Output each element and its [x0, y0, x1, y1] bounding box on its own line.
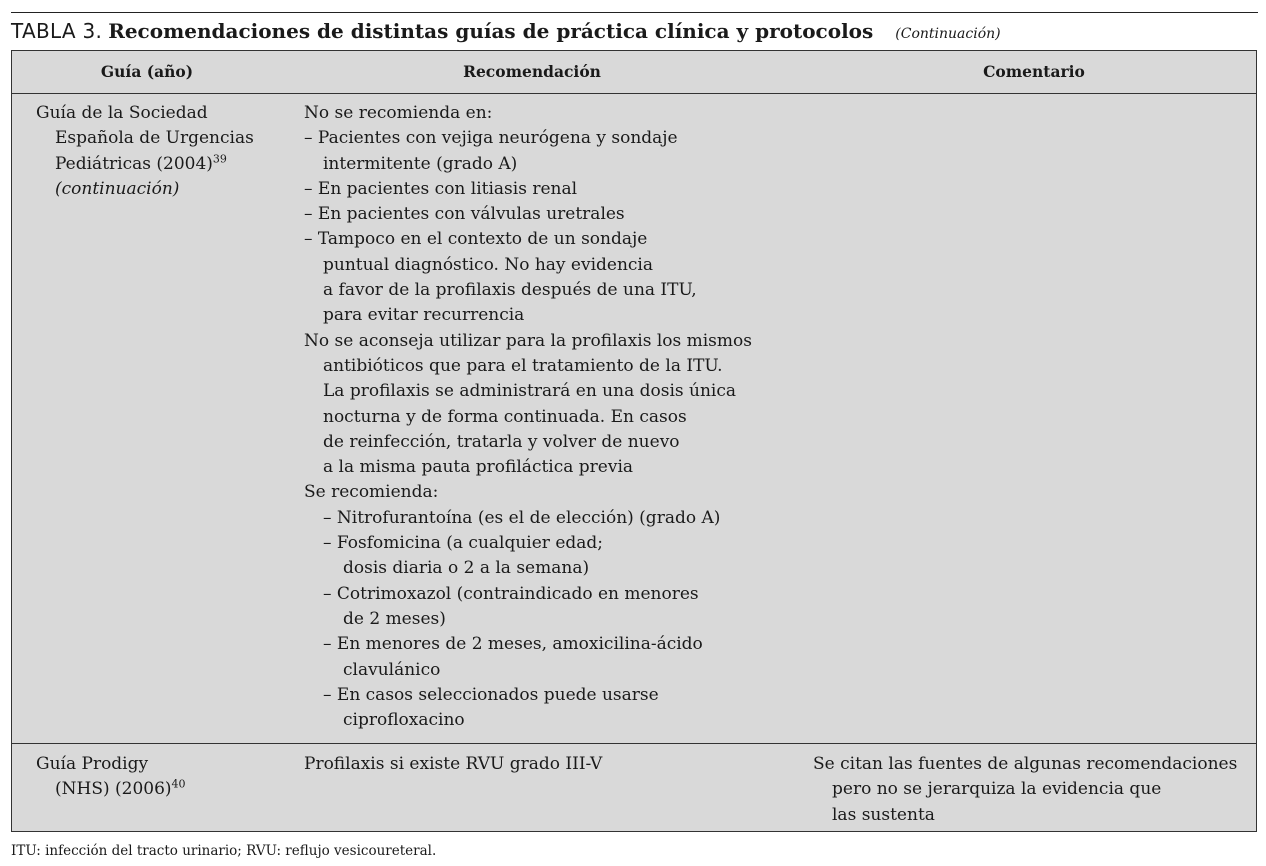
table-header: [12, 51, 1256, 94]
guide-line: Guía de la Sociedad: [36, 103, 208, 123]
recommendation-line: No se recomienda en:: [304, 103, 493, 123]
table-title: [11, 16, 1001, 49]
recommendation-line: a la misma pauta profiláctica previa: [323, 457, 634, 478]
header-comment: Comentario: [983, 62, 1085, 81]
recommendation-line: La profilaxis se administrará en una dosis única: [323, 381, 737, 402]
recommendation-line: para evitar recurrencia: [323, 305, 525, 326]
row2-recommendation: [304, 752, 602, 777]
guide-line-text: Pediátricas (2004): [55, 153, 213, 174]
recommendation-line: – Tampoco en el contexto de un sondaje: [304, 229, 648, 250]
guide-line: [36, 152, 254, 177]
reference-number: 39: [212, 151, 227, 165]
comment-line: las sustenta: [832, 804, 935, 825]
recommendation-line: – En pacientes con válvulas uretrales: [304, 204, 625, 225]
continuation-note: (Continuación): [895, 26, 1001, 42]
recommendation-line: clavulánico: [343, 659, 441, 680]
top-rule: [11, 12, 1258, 13]
row2-guide: [36, 752, 186, 803]
reference-number: 40: [171, 777, 186, 791]
recommendations-table: [11, 50, 1257, 832]
recommendation-line: de 2 meses): [343, 608, 446, 629]
recommendation-line: de reinfección, tratarla y volver de nuevo: [323, 431, 680, 452]
table-number: TABLA 3.: [11, 19, 103, 43]
guide-line: Española de Urgencias: [55, 128, 254, 149]
guide-line: Guía Prodigy: [36, 754, 149, 774]
recommendation-line: – Nitrofurantoína (es el de elección) (grado A): [323, 507, 721, 528]
table-footnote: ITU: infección del tracto urinario; RVU: reflujo vesicoureteral.: [11, 843, 437, 859]
recommendation-line: antibióticos que para el tratamiento de la ITU.: [323, 355, 723, 376]
recommendation-line: – En menores de 2 meses, amoxicilina-ácido: [323, 634, 703, 655]
header-recommendation: Recomendación: [463, 62, 601, 81]
row-separator: [12, 743, 1256, 744]
guide-line: [36, 777, 186, 802]
recommendation-line: – En pacientes con litiasis renal: [304, 178, 578, 199]
recommendation-line: – En casos seleccionados puede usarse: [323, 684, 659, 705]
recommendation-line: – Fosfomicina (a cualquier edad;: [323, 533, 604, 554]
recommendation-line: a favor de la profilaxis después de una ITU,: [323, 280, 697, 301]
row1-guide: [36, 101, 254, 202]
row2-comment: [813, 752, 1237, 828]
recommendation-line: No se aconseja utilizar para la profilaxis los mismos: [304, 330, 752, 351]
row1-recommendation: [304, 101, 752, 733]
comment-line: Se citan las fuentes de algunas recomendaciones: [813, 754, 1238, 774]
comment-line: pero no se jerarquiza la evidencia que: [832, 779, 1162, 800]
recommendation-line: ciprofloxacino: [343, 710, 465, 731]
recommendation-line: intermitente (grado A): [323, 153, 518, 174]
recommendation-line: – Pacientes con vejiga neurógena y sondaje: [304, 128, 678, 149]
header-guide: Guía (año): [100, 62, 194, 81]
guide-continuation: (continuación): [55, 178, 180, 199]
recommendation-line: nocturna y de forma continuada. En casos: [323, 406, 687, 427]
recommendation-line: puntual diagnóstico. No hay evidencia: [323, 254, 654, 275]
guide-line-text: (NHS) (2006): [55, 779, 172, 800]
recommendation-line: dosis diaria o 2 a la semana): [343, 558, 590, 579]
table-title-text: Recomendaciones de distintas guías de práctica clínica y protocolos: [108, 19, 874, 43]
recommendation-line: Se recomienda:: [304, 482, 439, 503]
recommendation-line: – Cotrimoxazol (contraindicado en menores: [323, 583, 699, 604]
recommendation-line: Profilaxis si existe RVU grado III-V: [304, 754, 603, 774]
